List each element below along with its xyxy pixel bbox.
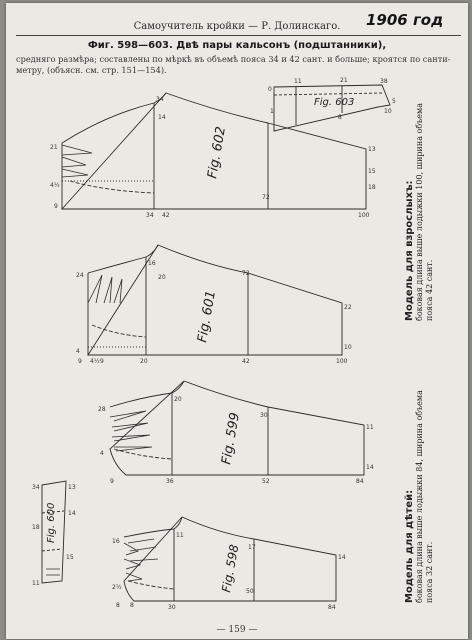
dim-label: 14 bbox=[68, 510, 76, 517]
dim-label: 14 bbox=[366, 464, 374, 471]
dim-label: 16 bbox=[148, 260, 156, 267]
dim-label: 15 bbox=[66, 554, 74, 561]
figure-599-label: Fig. 599 bbox=[219, 411, 244, 466]
dim-label: 0 bbox=[268, 86, 272, 93]
adult-model-line: пояса 42 сант. bbox=[425, 259, 434, 321]
dim-label: 11 bbox=[294, 78, 302, 85]
dim-label: 20 bbox=[174, 396, 182, 403]
dim-label: 13 bbox=[368, 146, 376, 153]
dim-label: 8 bbox=[116, 602, 120, 609]
dim-label: 100 bbox=[358, 212, 370, 219]
dim-label: 1 bbox=[270, 108, 274, 115]
dim-label: 42 bbox=[242, 358, 250, 365]
dim-label: 30 bbox=[168, 604, 176, 611]
dim-label: 100 bbox=[336, 358, 348, 365]
dim-label: 30 bbox=[260, 412, 268, 419]
dim-label: 20 bbox=[158, 274, 166, 281]
figure-603 bbox=[268, 77, 396, 131]
child-model-heading: Модель для дѣтей: bbox=[404, 489, 415, 603]
figure-603-label: Fig. 603 bbox=[314, 97, 355, 108]
dim-label: 11 bbox=[32, 580, 40, 587]
adult-model-caption bbox=[404, 103, 435, 321]
dim-label: 18 bbox=[32, 524, 40, 531]
child-model-caption bbox=[404, 390, 435, 603]
dim-label: 10 bbox=[344, 344, 352, 351]
dim-label: 9 bbox=[78, 358, 82, 365]
figure-601-label: Fig. 601 bbox=[195, 289, 220, 344]
dim-label: 72 bbox=[242, 270, 250, 277]
dim-label: 9 bbox=[54, 203, 58, 210]
dim-label: 38 bbox=[380, 78, 388, 85]
figure-598 bbox=[112, 517, 346, 611]
dim-label: 20 bbox=[140, 358, 148, 365]
dim-label: 13 bbox=[68, 484, 76, 491]
figure-600 bbox=[32, 481, 76, 587]
figure-598-label: Fig. 598 bbox=[219, 543, 242, 594]
page-number: — 159 — bbox=[216, 625, 258, 635]
dim-label: 21 bbox=[50, 144, 58, 151]
dim-label: 24 bbox=[76, 272, 84, 279]
dim-label: 42 bbox=[162, 212, 170, 219]
dim-label: 52 bbox=[262, 478, 270, 485]
dim-label: 9 bbox=[100, 358, 104, 365]
dim-label: 4½ bbox=[50, 182, 60, 189]
dim-label: 34 bbox=[32, 484, 40, 491]
dim-label: 14 bbox=[158, 114, 166, 121]
dim-label: 36 bbox=[166, 478, 174, 485]
dim-label: 21 bbox=[340, 77, 348, 84]
figure-599 bbox=[98, 381, 374, 485]
figure-title: Фиг. 598—603. Двѣ пары кальсонъ (подштанники), bbox=[87, 40, 387, 51]
dim-label: 10 bbox=[384, 108, 392, 115]
adult-model-heading: Модель для взрослыхъ: bbox=[404, 180, 415, 321]
dim-label: 22 bbox=[344, 304, 352, 311]
dim-label: 16 bbox=[112, 538, 120, 545]
running-title: Самоучитель кройки — Р. Долинскаго. bbox=[133, 21, 341, 32]
dim-label: 34 bbox=[156, 96, 164, 103]
dim-label: 34 bbox=[146, 212, 154, 219]
pattern-drawings bbox=[6, 3, 468, 639]
dim-label: 8 bbox=[338, 114, 342, 121]
dim-label: 50 bbox=[246, 588, 254, 595]
figure-602 bbox=[50, 93, 376, 219]
dim-label: 17 bbox=[248, 544, 256, 551]
dim-label: 4 bbox=[100, 450, 104, 457]
dim-label: 28 bbox=[98, 406, 106, 413]
dim-label: 72 bbox=[262, 194, 270, 201]
figure-600-label: Fig. 600 bbox=[46, 502, 57, 543]
description-line: метру, (объясн. см. стр. 151—154). bbox=[16, 65, 167, 75]
year-annotation: 1906 год bbox=[366, 11, 444, 29]
dim-label: 4½ bbox=[90, 358, 100, 365]
dim-label: 15 bbox=[368, 168, 376, 175]
figure-601 bbox=[76, 245, 352, 365]
dim-label: 84 bbox=[356, 478, 364, 485]
description-line: средняго размѣра; составлены по мѣркѣ въ объемѣ пояса 34 и 42 сант. и больше; кроятся по санти- bbox=[16, 54, 451, 64]
dim-label: 4 bbox=[76, 348, 80, 355]
dim-label: 84 bbox=[328, 604, 336, 611]
dim-label: 18 bbox=[368, 184, 376, 191]
child-model-line: боковая длина выше лодыжки 84, ширина объема bbox=[415, 390, 424, 603]
dim-label: 14 bbox=[338, 554, 346, 561]
dim-label: 8 bbox=[130, 602, 134, 609]
book-page bbox=[6, 3, 468, 639]
dim-label: 5 bbox=[392, 98, 396, 105]
dim-label: 2½ bbox=[112, 584, 122, 591]
figure-602-label: Fig. 602 bbox=[205, 125, 230, 180]
adult-model-line: боковая длина выше лодыжки 100, ширина объема bbox=[415, 103, 424, 321]
dim-label: 11 bbox=[176, 532, 184, 539]
child-model-line: пояса 32 сант. bbox=[425, 541, 434, 603]
dim-label: 9 bbox=[110, 478, 114, 485]
dim-label: 11 bbox=[366, 424, 374, 431]
